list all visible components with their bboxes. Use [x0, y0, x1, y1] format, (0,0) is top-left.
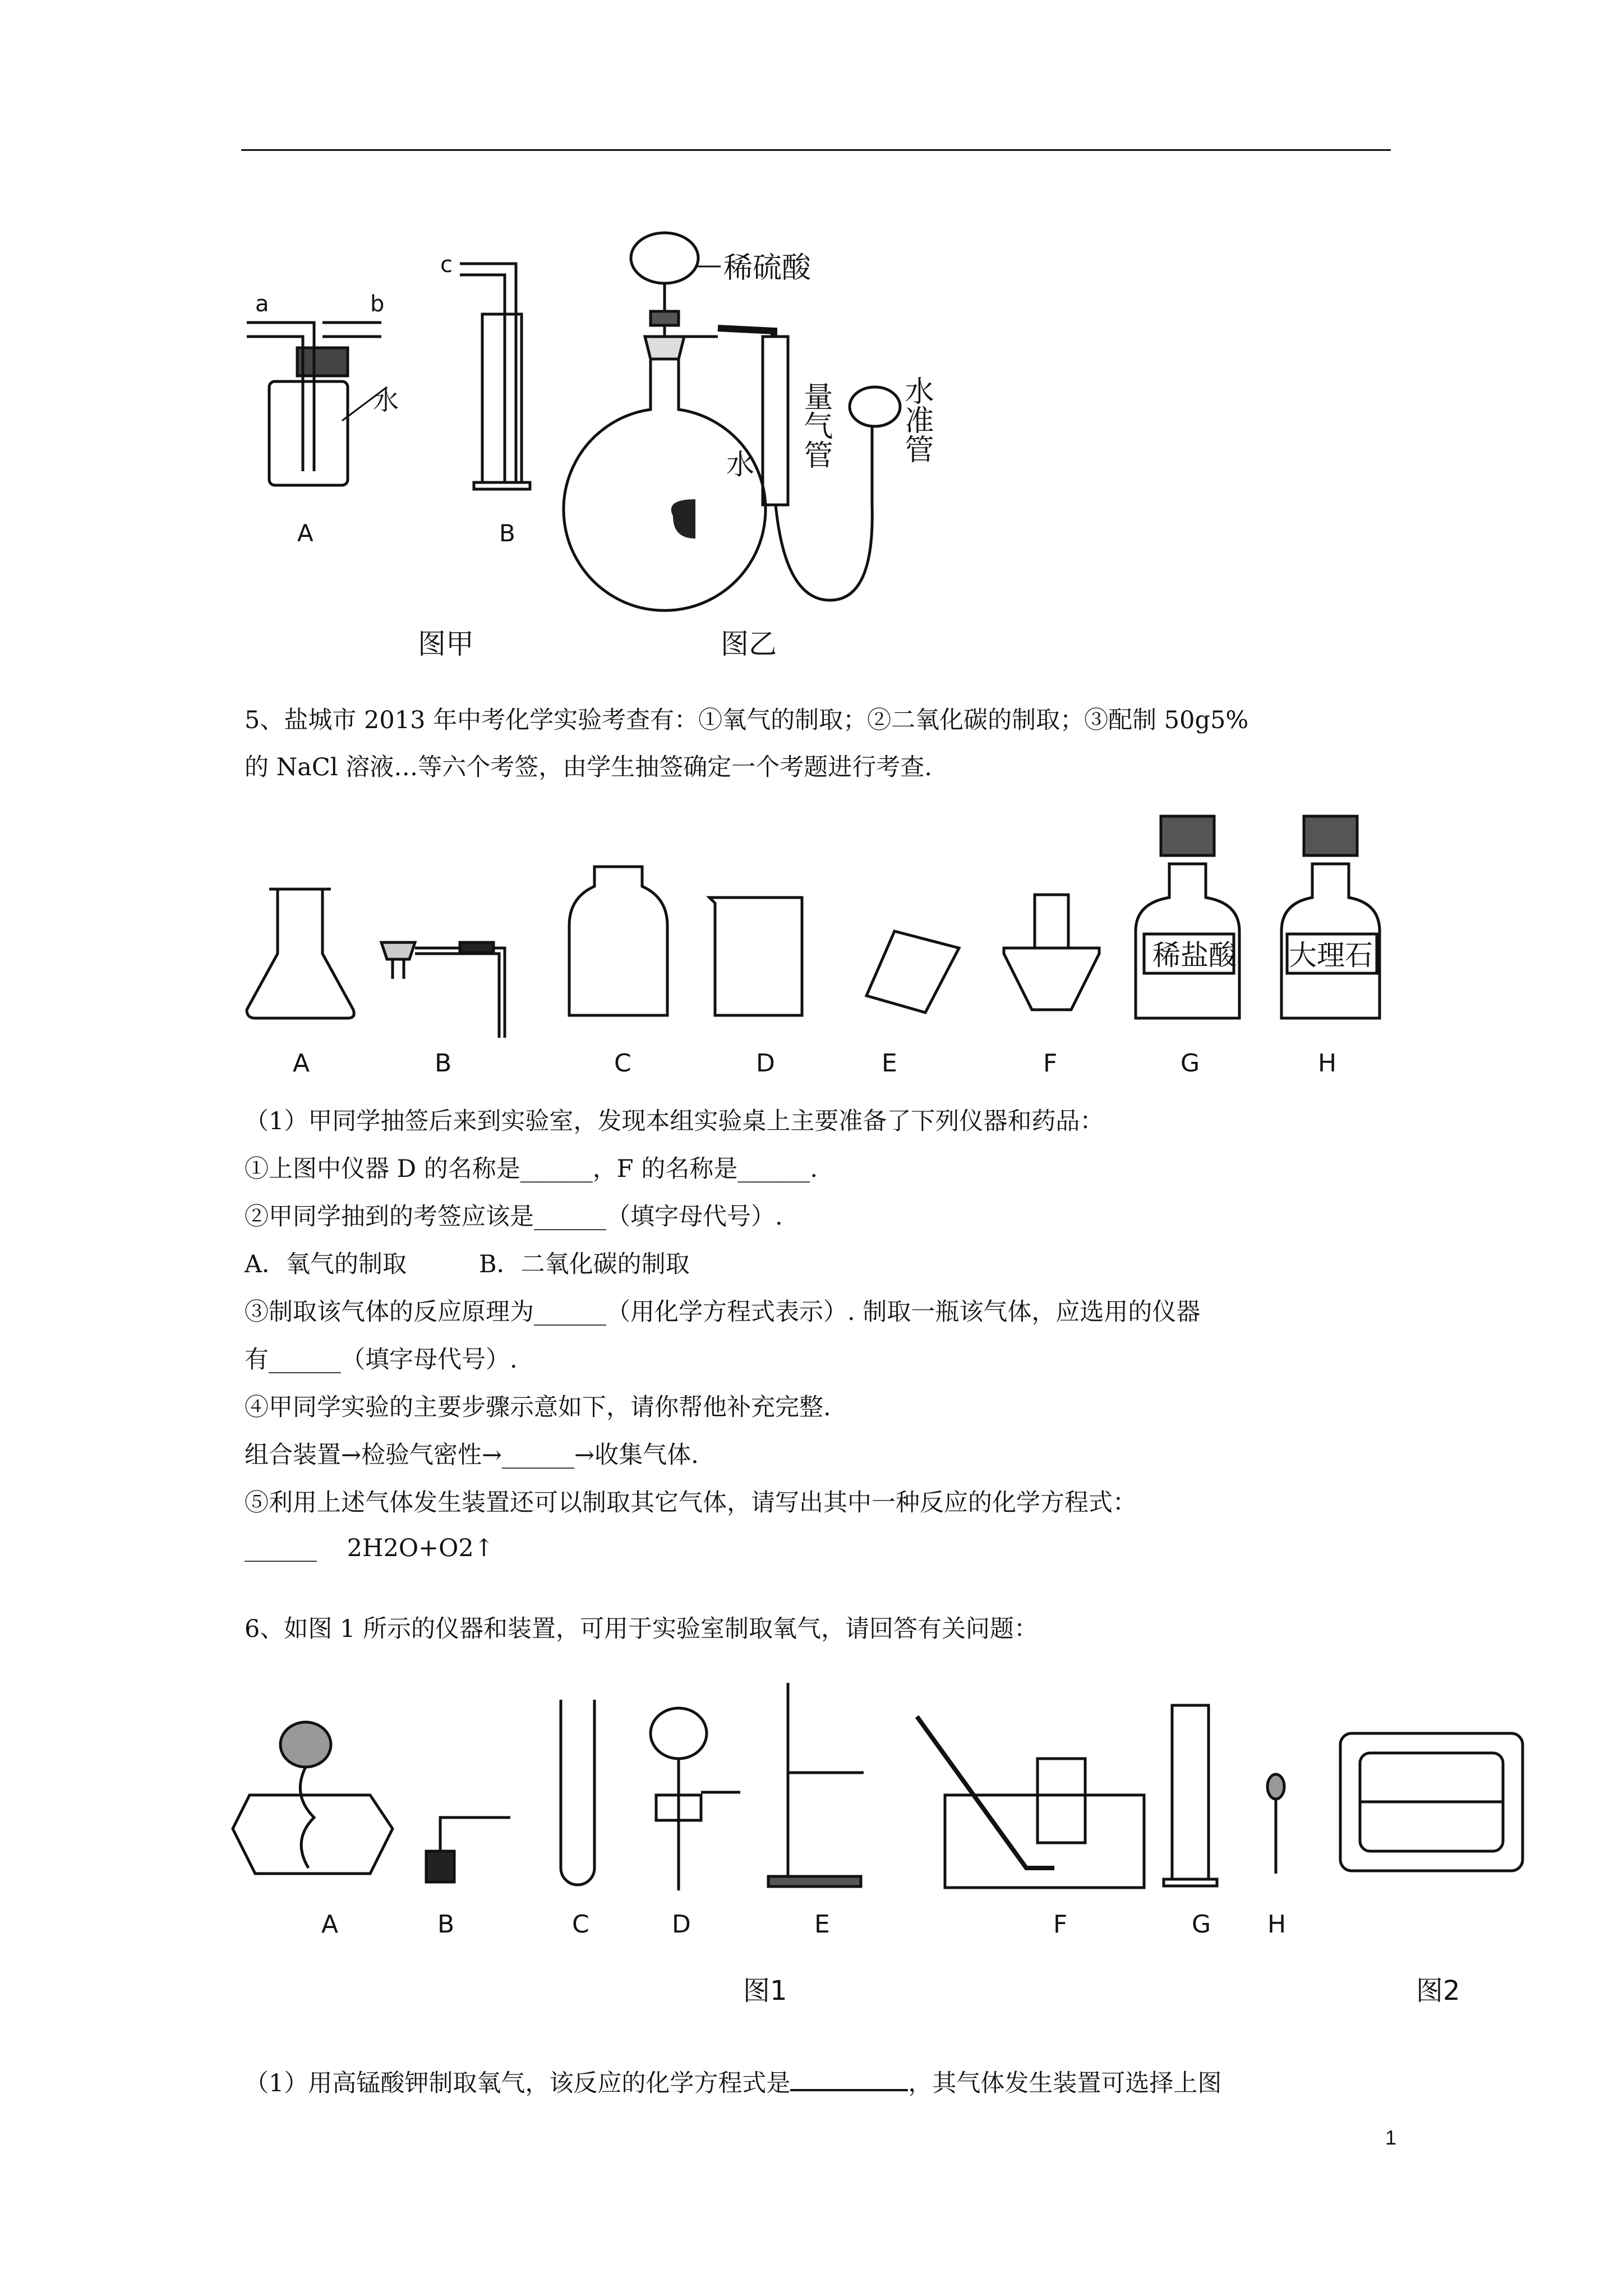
- q6-letter-c: C: [572, 1910, 589, 1939]
- q6-letter-g: G: [1192, 1910, 1211, 1939]
- q5-letter-h: H: [1318, 1049, 1337, 1078]
- q6-letter-h: H: [1267, 1910, 1287, 1939]
- q6-letter-a: A: [321, 1910, 339, 1939]
- q5-line-4: A．氧气的制取 B．二氧化碳的制取: [245, 1250, 690, 1278]
- gas-tube-label: 量气管: [799, 381, 832, 469]
- app-a-label: A: [297, 519, 313, 547]
- q5-line-3: ②甲同学抽到的考签应该是______（填字母代号）.: [245, 1203, 783, 1231]
- q5-line-5: ③制取该气体的反应原理为______（用化学方程式表示）. 制取一瓶该气体，应选用的仪器: [245, 1298, 1201, 1326]
- bottle-h-label: 大理石: [1289, 939, 1373, 972]
- q5-line-2: ①上图中仪器 D 的名称是______，F 的名称是______.: [245, 1155, 818, 1183]
- label-a: a: [255, 291, 269, 317]
- q5-letter-e: E: [882, 1049, 897, 1078]
- q6-q1-line: [245, 2064, 1221, 2099]
- q5-line-6: 有______（填字母代号）.: [245, 1346, 518, 1374]
- q5-letter-a: A: [293, 1049, 310, 1078]
- caption-fig1: 图1: [743, 1975, 787, 2007]
- page-number: 1: [1385, 2126, 1396, 2149]
- water-label-2: 水: [726, 448, 754, 481]
- label-b: b: [370, 291, 385, 317]
- q5-stem-line2: 的 NaCl 溶液…等六个考签，由学生抽签确定一个考题进行考查.: [245, 753, 932, 781]
- label-c: c: [440, 252, 453, 278]
- q6-letter-f: F: [1053, 1910, 1068, 1939]
- q6-q1-suffix: ，其气体发生装置可选择上图: [908, 2069, 1222, 2097]
- q5-line-7: ④甲同学实验的主要步骤示意如下，请你帮他补充完整.: [245, 1393, 831, 1421]
- q5-line-8: 组合装置→检验气密性→______→收集气体.: [245, 1441, 699, 1469]
- q5-letter-f: F: [1043, 1049, 1058, 1078]
- q5-last-formula: 2H2O+O2↑: [347, 1534, 494, 1562]
- q5-letter-b: B: [435, 1049, 452, 1078]
- q6-letter-d: D: [672, 1910, 691, 1939]
- q5-letter-c: C: [614, 1049, 631, 1078]
- q5-stem-line1: 5、盐城市 2013 年中考化学实验考查有：①氧气的制取；②二氧化碳的制取；③配制 50g5%: [245, 706, 1249, 734]
- q5-line-9: ⑤利用上述气体发生装置还可以制取其它气体，请写出其中一种反应的化学方程式：: [245, 1489, 1137, 1517]
- q6-q1-blank: [790, 2067, 908, 2091]
- level-tube-label: 水准管: [900, 376, 933, 463]
- bottle-g-label: 稀盐酸: [1152, 939, 1237, 972]
- acid-label: 稀硫酸: [723, 251, 811, 285]
- caption-jia: 图甲: [418, 628, 474, 660]
- q6-letter-b: B: [437, 1910, 455, 1939]
- app-b-label: B: [499, 519, 515, 547]
- caption-yi: 图乙: [721, 628, 777, 660]
- q6-q1-prefix: （1）用高锰酸钾制取氧气，该反应的化学方程式是: [245, 2069, 791, 2097]
- water-label: 水: [373, 385, 399, 416]
- q6-stem: 6、如图 1 所示的仪器和装置，可用于实验室制取氧气，请回答有关问题：: [245, 1615, 1039, 1643]
- q5-last-blank: ______: [245, 1534, 317, 1562]
- q5-letter-g: G: [1181, 1049, 1200, 1078]
- q5-line-1: （1）甲同学抽签后来到实验室，发现本组实验桌上主要准备了下列仪器和药品：: [245, 1107, 1104, 1135]
- caption-fig2: 图2: [1416, 1975, 1460, 2007]
- q5-letter-d: D: [756, 1049, 775, 1078]
- q6-letter-e: E: [814, 1910, 830, 1939]
